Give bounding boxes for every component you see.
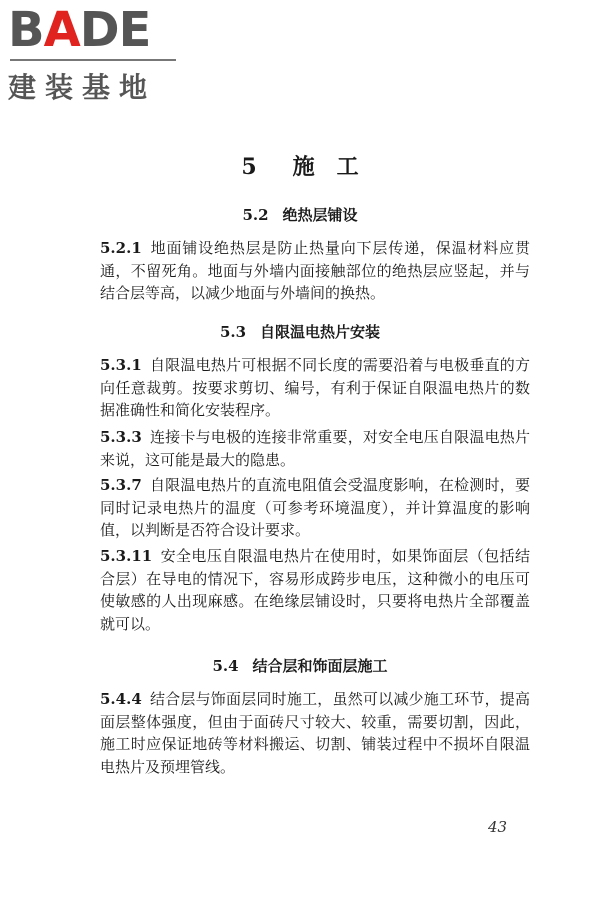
clause-text: 地面铺设绝热层是防止热量向下层传递，保温材料应贯通，不留死角。地面与外墙内面接触部位的绝热层应竖起，并与结合层等高，以减少地面与外墙间的换热。 (100, 239, 530, 302)
clause-text: 自限温电热片可根据不同长度的需要沿着与电极垂直的方向任意裁剪。按要求剪切、编号，有利于保证自限温电热片的数据准确性和简化安装程序。 (100, 356, 530, 419)
chapter-name: 施 工 (292, 154, 359, 180)
clause-number: 5.3.1 (100, 356, 142, 374)
logo-wordmark: BADE (8, 2, 151, 58)
clause (100, 354, 530, 422)
section-heading: 5.2 绝热层铺设 (242, 206, 358, 224)
section-heading: 5.4 结合层和饰面层施工 (212, 657, 388, 675)
clause-number: 5.4.4 (100, 690, 142, 708)
clause-number: 5.2.1 (100, 239, 142, 257)
clause-number: 5.3.3 (100, 428, 142, 446)
logo (8, 2, 178, 104)
clause (100, 545, 530, 635)
clause (100, 426, 530, 471)
page-number: 43 (488, 818, 508, 836)
chapter-title (0, 150, 600, 181)
clause-text: 结合层与饰面层同时施工，虽然可以减少施工环节，提高面层整体强度，但由于面砖尺寸较大、较重，需要切割，因此，施工时应保证地砖等材料搬运、切割、铺装过程中不损坏自限温电热片及预埋管线。 (100, 690, 530, 776)
chapter-number: 5 (241, 154, 257, 180)
clause (100, 237, 530, 305)
clause (100, 474, 530, 542)
clause-number: 5.3.7 (100, 476, 142, 494)
clause-text: 安全电压自限温电热片在使用时，如果饰面层（包括结合层）在导电的情况下，容易形成跨步电压，这种微小的电压可使敏感的人出现麻感。在绝缘层铺设时，只要将电热片全部覆盖就可以。 (100, 547, 530, 633)
clause (100, 688, 530, 778)
section-heading: 5.3 自限温电热片安装 (219, 323, 381, 341)
logo-subtitle: 建装基地 (8, 71, 157, 104)
logo-divider (10, 59, 176, 61)
clause-number: 5.3.11 (100, 547, 153, 565)
clause-text: 自限温电热片的直流电阻值会受温度影响，在检测时，要同时记录电热片的温度（可参考环境温度），并计算温度的影响值，以判断是否符合设计要求。 (100, 476, 530, 539)
clause-text: 连接卡与电极的连接非常重要，对安全电压自限温电热片来说，这可能是最大的隐患。 (100, 428, 530, 469)
